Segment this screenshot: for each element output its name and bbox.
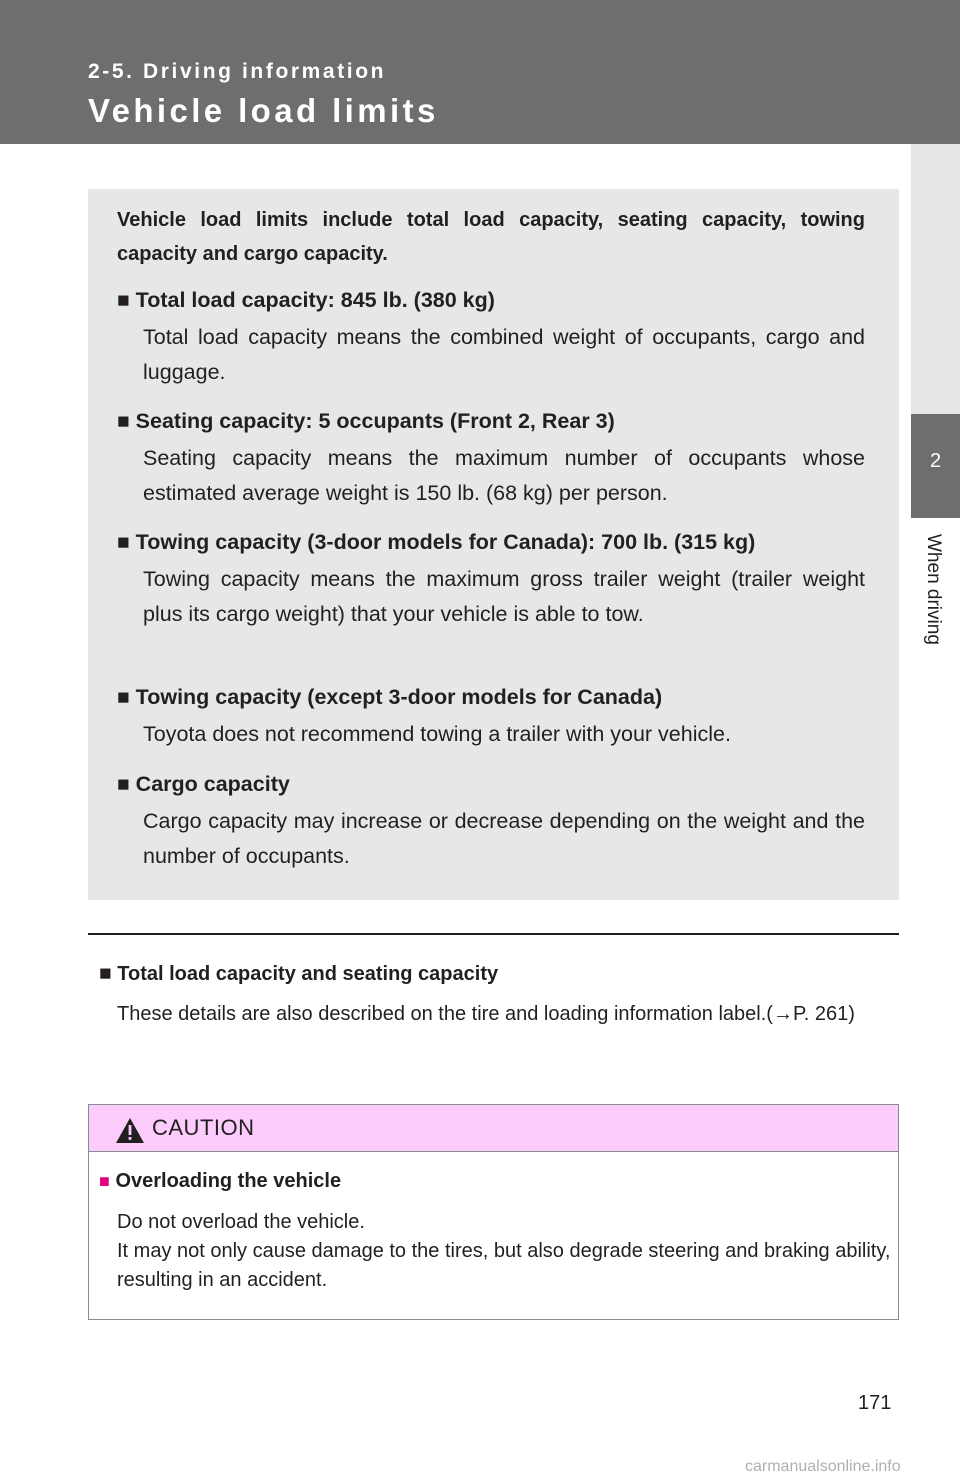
list-item — [117, 525, 865, 632]
item-body: Seating capacity means the maximum number of occupants whose estimated average weight is 150 lb. (68 kg) per person. — [143, 446, 865, 505]
item-heading: ■ Total load capacity: 845 lb. (380 kg) — [117, 288, 495, 312]
page-header — [0, 0, 960, 144]
page-title: Vehicle load limits — [88, 92, 439, 129]
caution-header — [89, 1105, 898, 1152]
section-label: 2-5. Driving information — [88, 60, 387, 83]
page-number: 171 — [858, 1392, 892, 1414]
square-bullet-icon: ■ — [99, 1171, 110, 1191]
list-item — [117, 680, 865, 752]
side-tab-strip — [911, 144, 960, 414]
warning-triangle-icon — [115, 1117, 145, 1144]
chapter-tab-number: 2 — [929, 450, 942, 472]
square-bullet-icon: ■ — [117, 289, 130, 312]
summary-box — [88, 189, 899, 900]
square-bullet-icon: ■ — [117, 686, 130, 709]
item-body: Towing capacity means the maximum gross trailer weight (trailer weight plus its cargo weight) that your vehicle is able to tow. — [143, 567, 865, 626]
caution-body: Do not overload the vehicle. It may not only cause damage to the tires, but also degrade steering and braking ability, resulting in an accident. — [117, 1211, 891, 1291]
chapter-tab-label: When driving — [923, 534, 944, 645]
item-heading: ■ Seating capacity: 5 occupants (Front 2, Rear 3) — [117, 409, 615, 433]
item-heading: ■ Towing capacity (except 3-door models for Canada) — [117, 685, 663, 709]
item-body: Total load capacity means the combined weight of occupants, cargo and luggage. — [143, 325, 865, 384]
list-item — [117, 404, 865, 511]
list-item — [117, 283, 865, 390]
item-body: Toyota does not recommend towing a trailer with your vehicle. — [143, 722, 731, 746]
square-bullet-icon: ■ — [117, 410, 130, 433]
item-heading: ■ Cargo capacity — [117, 772, 290, 796]
square-bullet-icon: ■ — [117, 773, 130, 796]
item-heading: ■ Towing capacity (3-door models for Canada): 700 lb. (315 kg) — [117, 530, 756, 554]
caution-box — [88, 1104, 899, 1320]
list-item — [117, 767, 865, 874]
watermark: carmanualsonline.info — [745, 1458, 901, 1475]
note-heading: ■ Total load capacity and seating capacity — [99, 962, 499, 985]
square-bullet-icon: ■ — [117, 531, 130, 554]
summary-lead: Vehicle load limits include total load capacity, seating capacity, towing capacity and cargo capacity. — [117, 209, 865, 265]
note-body: These details are also described on the tire and loading information label.(→P. 261) — [117, 1003, 855, 1025]
caution-label: CAUTION — [152, 1115, 255, 1140]
caution-heading: ■ Overloading the vehicle — [99, 1170, 342, 1192]
square-bullet-icon: ■ — [99, 962, 112, 985]
item-body: Cargo capacity may increase or decrease depending on the weight and the number of occupants. — [143, 809, 865, 868]
section-divider — [88, 933, 899, 935]
